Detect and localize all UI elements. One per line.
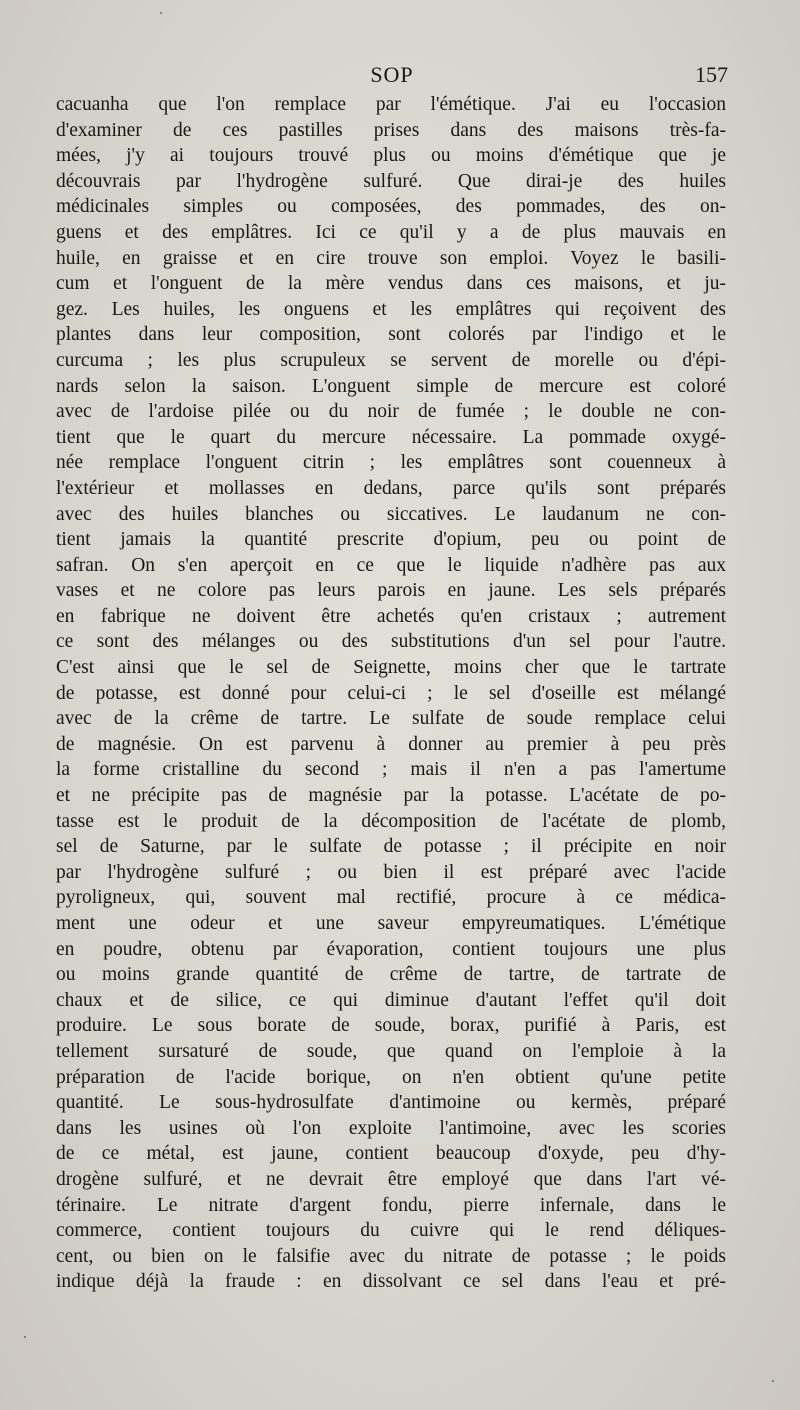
text-line: indique déjà la fraude : en dissolvant ce sel dans l'eau et pré- [56, 1271, 726, 1293]
text-line: avec de la crême de tartre. Le sulfate de soude remplace celui [56, 708, 726, 730]
text-line: par l'hydrogène sulfuré ; ou bien il est préparé avec l'acide [56, 861, 726, 883]
text-line: mées, j'y ai toujours trouvé plus ou moins d'émétique que je [56, 145, 726, 167]
text-line: découvrais par l'hydrogène sulfuré. Que dirai-je des huiles [56, 170, 726, 192]
text-line: quantité. Le sous-hydrosulfate d'antimoine ou kermès, préparé [56, 1092, 726, 1114]
running-head: SOP [370, 62, 414, 87]
text-line: tasse est le produit de la décomposition de l'acétate de plomb, [56, 810, 726, 832]
text-line: cacuanha que l'on remplace par l'émétique. J'ai eu l'occasion [56, 94, 726, 115]
text-line: avec des huiles blanches ou siccatives. Le laudanum ne con- [56, 503, 726, 525]
text-line: nards selon la saison. L'onguent simple de mercure est coloré [56, 375, 726, 397]
text-line: la forme cristalline du second ; mais il n'en a pas l'amertume [56, 759, 726, 781]
text-line: née remplace l'onguent citrin ; les emplâtres sont couenneux à [56, 452, 726, 474]
text-line: gez. Les huiles, les onguens et les emplâtres qui reçoivent des [56, 298, 726, 320]
text-line: avec de l'ardoise pilée ou du noir de fumée ; le double ne con- [56, 401, 726, 423]
text-line: dans les usines où l'on exploite l'antimoine, avec les scories [56, 1117, 726, 1139]
text-line: de potasse, est donné pour celui-ci ; le sel d'oseille est mélangé [56, 682, 726, 704]
text-line: huile, en graisse et en cire trouve son emploi. Voyez le basili- [56, 247, 726, 269]
text-line: d'examiner de ces pastilles prises dans des maisons très-fa- [56, 119, 726, 141]
text-line: de ce métal, est jaune, contient beaucoup d'oxyde, peu d'hy- [56, 1143, 726, 1165]
text-line: curcuma ; les plus scrupuleux se servent de morelle ou d'épi- [56, 349, 726, 371]
text-line: médicinales simples ou composées, des pommades, des on- [56, 196, 726, 218]
text-line: drogène sulfuré, et ne devrait être employé que dans l'art vé- [56, 1168, 726, 1190]
text-line: préparation de l'acide borique, on n'en obtient qu'une petite [56, 1066, 726, 1088]
text-line: térinaire. Le nitrate d'argent fondu, pierre infernale, dans le [56, 1194, 726, 1216]
text-line: pyroligneux, qui, souvent mal rectifié, procure à ce médica- [56, 887, 726, 909]
page-header [56, 62, 728, 96]
text-line: cent, ou bien on le falsifie avec du nitrate de potasse ; le poids [56, 1245, 726, 1267]
text-line: en poudre, obtenu par évaporation, contient toujours une plus [56, 938, 726, 960]
text-line: ce sont des mélanges ou des substitutions d'un sel pour l'autre. [56, 631, 726, 653]
paper-speck [772, 1380, 774, 1382]
text-line: l'extérieur et mollasses en dedans, parce qu'ils sont préparés [56, 477, 726, 499]
page-number: 157 [695, 62, 728, 87]
text-line: produire. Le sous borate de soude, borax, purifié à Paris, est [56, 1015, 726, 1037]
paper-speck [24, 1336, 26, 1338]
text-line: guens et des emplâtres. Ici ce qu'il y a de plus mauvais en [56, 221, 726, 243]
body-text [56, 92, 726, 1295]
text-line: commerce, contient toujours du cuivre qui le rend déliques- [56, 1220, 726, 1242]
paper-speck [160, 12, 162, 14]
text-line: tellement sursaturé de soude, que quand on l'emploie à la [56, 1040, 726, 1062]
text-line: cum et l'onguent de la mère vendus dans ces maisons, et ju- [56, 273, 726, 295]
text-line: de magnésie. On est parvenu à donner au premier à peu près [56, 733, 726, 755]
text-line: sel de Saturne, par le sulfate de potasse ; il précipite en noir [56, 836, 726, 858]
text-line: ou moins grande quantité de crême de tartre, de tartrate de [56, 964, 726, 986]
text-line: vases et ne colore pas leurs parois en jaune. Les sels préparés [56, 580, 726, 602]
text-line: tient jamais la quantité prescrite d'opium, peu ou point de [56, 529, 726, 551]
text-line: C'est ainsi que le sel de Seignette, moins cher que le tartrate [56, 657, 726, 679]
text-line: plantes dans leur composition, sont colorés par l'indigo et le [56, 324, 726, 346]
text-line: safran. On s'en aperçoit en ce que le liquide n'adhère pas aux [56, 554, 726, 576]
text-line: en fabrique ne doivent être achetés qu'en cristaux ; autrement [56, 605, 726, 627]
text-line: chaux et de silice, ce qui diminue d'autant l'effet qu'il doit [56, 989, 726, 1011]
text-line: ment une odeur et une saveur empyreumatiques. L'émétique [56, 913, 726, 934]
text-line: et ne précipite pas de magnésie par la potasse. L'acétate de po- [56, 785, 726, 807]
text-line: tient que le quart du mercure nécessaire. La pommade oxygé- [56, 426, 726, 448]
